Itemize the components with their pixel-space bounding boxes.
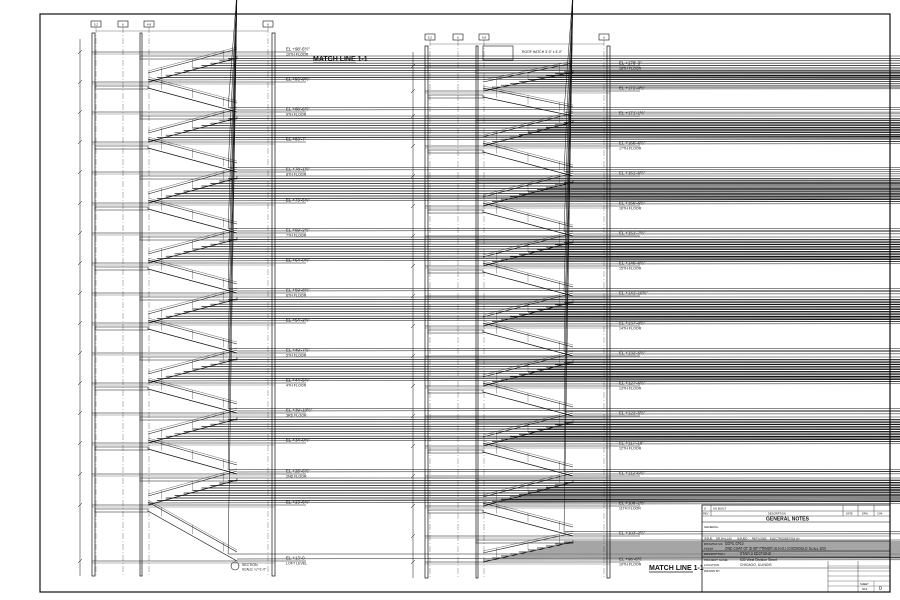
svg-text:EL +161'-6½": EL +161'-6½" (619, 170, 646, 176)
svg-text:EL +122'-5½": EL +122'-5½" (619, 410, 646, 416)
svg-text:8TH FLOOR: 8TH FLOOR (286, 172, 307, 177)
svg-text:EL +54'-2½": EL +54'-2½" (286, 317, 310, 323)
svg-text:6: 6 (267, 22, 269, 27)
svg-text:EL +171'-1½": EL +171'-1½" (619, 110, 646, 116)
svg-text:EL +98'-6½": EL +98'-6½" (286, 46, 310, 52)
right-match-line-label: MATCH LINE 1-1 (649, 565, 704, 572)
col-date: DATE (846, 512, 853, 516)
svg-text:EL +78'-1½": EL +78'-1½" (286, 166, 310, 172)
left-grid-bubble (118, 21, 128, 27)
sheet-label: SHEET (860, 583, 869, 586)
project-label: PROJECT NAME (704, 558, 728, 562)
sheet-rev: 0 (879, 586, 882, 592)
svg-text:4.8: 4.8 (146, 22, 152, 27)
svg-text:EL +127'-6½": EL +127'-6½" (619, 380, 646, 386)
svg-text:EL +156'-6½": EL +156'-6½" (619, 200, 646, 206)
col-rev: REV. (703, 512, 709, 516)
roof-hatch-note: ROOF HATCH 3'-0" x 3'-0" (522, 50, 563, 54)
svg-text:5TH FLOOR: 5TH FLOOR (286, 353, 307, 358)
svg-text:EL +112'-6½": EL +112'-6½" (619, 470, 645, 476)
svg-text:3RD FLOOR: 3RD FLOOR (286, 413, 307, 418)
svg-text:EL +141'-10½": EL +141'-10½" (619, 290, 648, 296)
svg-text:10TH FLOOR: 10TH FLOOR (286, 52, 309, 57)
finish-label: FINISH (704, 546, 714, 551)
svg-text:18TH FLOOR: 18TH FLOOR (619, 66, 642, 71)
svg-text:EL +73'-5½": EL +73'-5½" (286, 197, 310, 203)
svg-text:EL +44'-5½": EL +44'-5½" (286, 377, 310, 383)
svg-text:LOFT LEVEL: LOFT LEVEL (286, 561, 308, 566)
svg-text:7TH FLOOR: 7TH FLOOR (286, 233, 307, 238)
left-grid-bubble (144, 21, 154, 27)
right-grid-bubble (479, 34, 489, 40)
svg-text:9TH FLOOR: 9TH FLOOR (286, 112, 307, 117)
location-value: CHICAGO, ILLINOIS (740, 563, 772, 567)
right-elevation-tag (619, 231, 646, 236)
svg-text:10TH FLOOR: 10TH FLOOR (619, 562, 642, 567)
svg-text:12TH FLOOR: 12TH FLOOR (619, 446, 642, 451)
svg-text:5.2: 5.2 (427, 35, 433, 40)
rev-description: AS BUILT (713, 506, 727, 511)
right-elevation-tag (619, 291, 648, 296)
svg-text:EL +172'-0½": EL +172'-0½" (619, 85, 646, 91)
svg-text:15TH FLOOR: 15TH FLOOR (619, 266, 642, 271)
right-elevation-tag (619, 111, 646, 116)
right-elevation-tag (619, 86, 646, 91)
svg-text:EL +83'-7": EL +83'-7" (286, 136, 307, 142)
left-grid-bubble (91, 21, 101, 27)
left-match-line-label: MATCH LINE 1-1 (313, 56, 368, 63)
svg-text:EL +166'-6½": EL +166'-6½" (619, 140, 646, 146)
svg-text:EL +49'-7½": EL +49'-7½" (286, 347, 310, 353)
svg-text:EL +39'-10½": EL +39'-10½" (286, 407, 313, 413)
col-chk: CHK (877, 512, 883, 516)
issue-row-cell: ISSUE (704, 536, 713, 541)
svg-text:EL +178'-3": EL +178'-3" (619, 60, 642, 66)
rev-number: 0 (704, 506, 706, 511)
svg-text:EL +59'-8½": EL +59'-8½" (286, 287, 310, 293)
svg-text:2ND FLOOR: 2ND FLOOR (286, 474, 307, 479)
project-value: 630 West Division Street (740, 558, 778, 562)
svg-text:6TH FLOOR: 6TH FLOOR (286, 293, 307, 298)
svg-text:EL +137'-0½": EL +137'-0½" (619, 320, 646, 326)
svg-text:EL +34'-0½": EL +34'-0½" (286, 437, 310, 443)
left-grid-bubble (263, 21, 273, 27)
right-elevation-tag (619, 351, 646, 356)
svg-text:6: 6 (457, 35, 459, 40)
finish-value: ONE COAT OF SHOP PRIMER (U.N.O.) (CHEMOULD Series 120) (725, 546, 826, 551)
svg-text:EL +146'-6½": EL +146'-6½" (619, 260, 646, 266)
col-description: DESCRIPTION (768, 512, 786, 516)
right-elevation-tag (619, 531, 646, 536)
svg-text:EL +28'-6½": EL +28'-6½" (286, 468, 310, 474)
right-elevation-tag (619, 171, 646, 176)
right-elevation-tag (619, 471, 645, 476)
svg-text:EL +151'-7½": EL +151'-7½" (619, 230, 646, 236)
svg-text:6: 6 (122, 22, 124, 27)
svg-text:EL +13'-0: EL +13'-0 (286, 555, 305, 561)
issue-row-cell: DR.SHL.100 (716, 536, 732, 541)
drawing-no: SSPC-SP10 (725, 542, 744, 546)
svg-text:EL +108'-1½": EL +108'-1½" (619, 500, 646, 506)
col-drn: DRN (862, 512, 868, 516)
svg-text:EL +117'-10": EL +117'-10" (619, 440, 644, 446)
svg-text:SECTION: SECTION (242, 563, 258, 567)
svg-text:EL +23'-6½": EL +23'-6½" (286, 499, 310, 505)
svg-text:EL +93'-9½": EL +93'-9½" (286, 76, 310, 82)
description-value: STAIR-2 SECTIONS (740, 552, 772, 556)
right-elevation-tag (619, 411, 646, 416)
issue-row-cell: ELECTRODE (770, 536, 788, 541)
issue-row (704, 537, 799, 541)
svg-text:14TH FLOOR: 14TH FLOOR (619, 326, 642, 331)
issue-row-cell: RETN.5005 (752, 536, 767, 541)
general-notes-heading: GENERAL NOTES (766, 516, 809, 523)
svg-text:EL +69'-2½": EL +69'-2½" (286, 227, 310, 233)
general-label: GENERAL: (704, 525, 720, 529)
issue-row-cell: ISSUED (737, 536, 748, 541)
svg-text:EL +64'-0½": EL +64'-0½" (286, 257, 310, 263)
drawing-no-label: DRAWING NO. (704, 542, 724, 546)
svg-text:EL +98'-6½": EL +98'-6½" (619, 556, 643, 562)
location-label: LOCATION (704, 563, 720, 567)
svg-text:16TH FLOOR: 16TH FLOOR (619, 206, 642, 211)
svg-text:6: 6 (603, 35, 605, 40)
svg-text:EL +88'-6½": EL +88'-6½" (286, 106, 310, 112)
right-grid-bubble (425, 34, 435, 40)
svg-text:5.2: 5.2 (93, 22, 99, 27)
svg-text:4.8: 4.8 (481, 35, 487, 40)
right-grid-bubble (453, 34, 463, 40)
right-grid-bubble (599, 34, 609, 40)
svg-text:17TH FLOOR: 17TH FLOOR (619, 146, 642, 151)
svg-text:11TH FLOOR: 11TH FLOOR (619, 506, 641, 511)
issue-row-cell: E7018 LH (787, 536, 800, 541)
svg-text:EL +103'-2½": EL +103'-2½" (619, 530, 646, 536)
svg-text:EL +132'-5½": EL +132'-5½" (619, 350, 646, 356)
sheet-number: S14 (862, 587, 868, 591)
svg-text:4TH FLOOR: 4TH FLOOR (286, 383, 307, 388)
description-label: DESCRIPTION (704, 552, 725, 556)
svg-text:SCALE: ¼"=1'-0": SCALE: ¼"=1'-0" (242, 567, 267, 572)
svg-text:13TH FLOOR: 13TH FLOOR (619, 386, 642, 391)
drawn-by-label: DRAWN BY (704, 569, 721, 573)
